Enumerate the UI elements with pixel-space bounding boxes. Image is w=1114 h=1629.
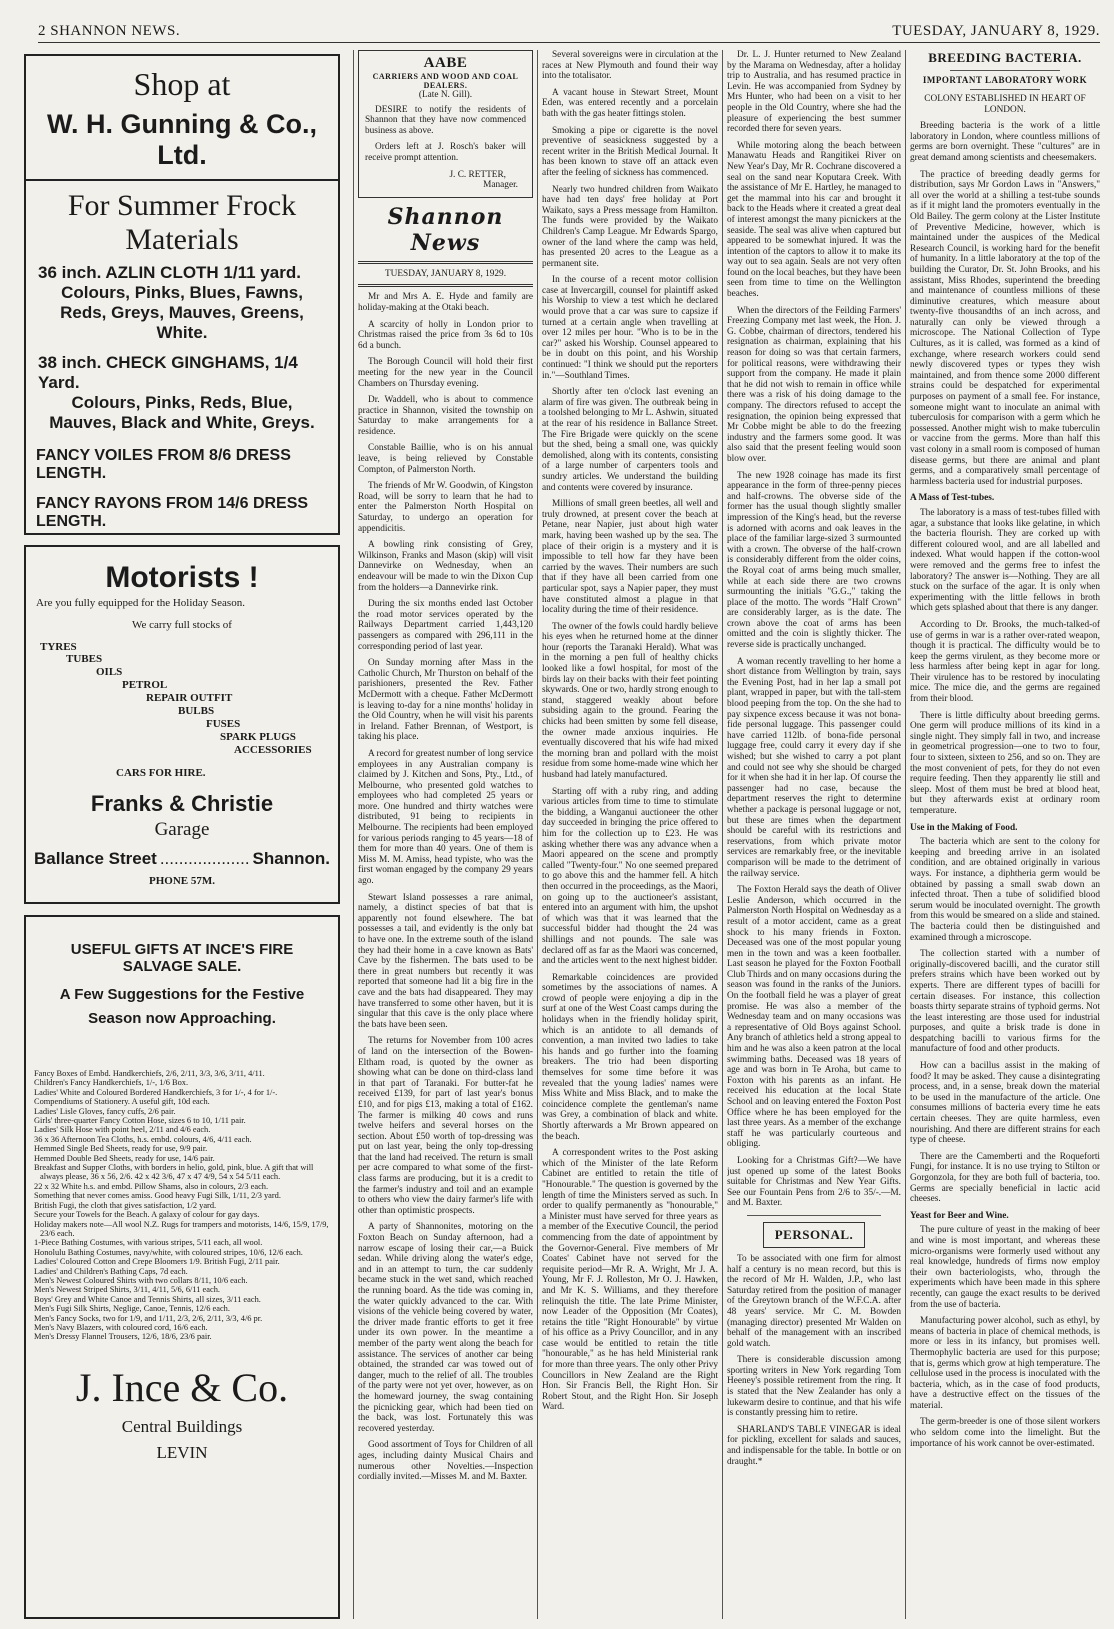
article-paragraph: The new 1928 coinage has made its first appearance in the form of three-penny pieces and half-crowns. The obverse side of the former has the usual though slightly smaller impression of the King's head, but the reverse is adorned with acorns and oak leaves in the place of the familiar large-sized 3 surmounted with a crown. The obverse of the half-crown is considerably different from the older coins, the Royal coat of arms being much smaller, while at each side there are two crowns surmounting the initials "G.G.," taking the place of the motto. The words "Half Crown" are considerably larger, as is the date. The crown above the coat of arms has been omitted and the coin is slightly thicker. The reverse side is practically unchanged. (727, 470, 901, 651)
article-paragraph: During the six months ended last October the road motor services operated by the Railways Department carried 1,443,120 passengers as compared with 296,111 in the corresponding period of last year. (358, 599, 533, 652)
product-item: SPARK PLUGS (220, 731, 296, 743)
ad-title: USEFUL GIFTS AT INCE'S FIRE SALVAGE SALE. (70, 941, 294, 975)
ad-line: Garage (154, 819, 210, 840)
article-paragraph: To be associated with one firm for almost half a century is no mean record, but this is the record of Mr H. Walden, J.P., who last Saturday retired from the position of manager of the Greytown branch of the W.F.C.A. after 48 years' service. Mr C. M. Bowden (managing director) presented Mr Walden on behalf of the management with an inscribed gold watch. (727, 1253, 901, 1349)
ad-line: FANCY RAYONS FROM 14/6 DRESS LENGTH. (36, 495, 309, 530)
ince-list-item: Ladies' White and Coloured Bordered Handkerchiefs, 3 for 1/-, 4 for 1/-. (34, 1087, 278, 1097)
ad-title: AABE (423, 55, 468, 71)
ad-subtitle: CARRIERS AND WOOD AND COAL DEALERS. (372, 72, 519, 90)
ad-subtitle: A Few Suggestions for the Festive Season now Approaching. (59, 986, 305, 1027)
article-paragraph: Several sovereigns were in circulation at the races at New Plymouth and found their way into the totalisator. (542, 50, 718, 82)
ad-line: FANCY VOILES FROM 8/6 DRESS LENGTH. (36, 447, 291, 482)
ad-line: Shop at (133, 66, 231, 102)
product-item: REPAIR OUTFIT (146, 692, 233, 704)
article-paragraph: How can a bacillus assist in the making of food? It may be asked. They cause a disintegrating process, and, in a sense, break down the material to be used in the manufacture of the article. One consumes millions of bacteria every time he eats certain cheeses. They are quite harmless, even nourishing. And there are different strains for each type of cheese. (910, 1061, 1100, 1146)
subheading: Use in the Making of Food. (910, 822, 1018, 833)
article-paragraph: The bacteria which are sent to the colony for keeping and breeding arrive in an isolated condition, and are obtained originally in various ways. For instance, a diphtheria germ would be obtained by passing a small swab down an infected throat. Then a tube of solidified blood serum would be inoculated overnight. The growth from this would be smeared on a slide and stained. The bacteria could then be distinguished and examined through a microscope. (910, 837, 1100, 943)
article-paragraph: Starting off with a ruby ring, and adding various articles from time to time to stimulate the bidding, a Wanganui auctioneer the other day succeeded in bringing the price offered to him for the collection up to £23. He was asking whether there was any advance when a Maori appeared on the scene and promptly called "Twenty-four." No one seemed prepared to go above this and the hammer fell. A hitch then occurred in the proceedings, as the Maori, on going up to the auctioneer's assistant, entered into an argument with him, the upshot of which was that it was learned that the successful bidder had thought the 24 was shillings and not pounds. The sale was declared off as far as the Maori was concerned, and the articles went to the next highest bidder. (542, 786, 718, 967)
article-paragraph: Good assortment of Toys for Children of all ages, including dainty Musical Chairs and numerous other Novelties.—Inspection cordially invited.—Misses M. and M. Baxter. (358, 1440, 533, 1483)
ad-firm-name: Franks & Christie (90, 791, 274, 816)
aabe-advertisement (358, 50, 533, 198)
column-2-articles (358, 292, 533, 1482)
article-paragraph: While motoring along the beach between Manawatu Heads and Rangitikei River on New Year's Day, Mr R. Cochrane discovered a seal on the sand near Koputara Creek. With the assistance of Mr E. Hartley, he managed to get the mammal into his car and brought it back to the Heads where it created a great deal of interest amongst the many picnickers at the seaside. The seal was alive when captured but appeared to be somewhat injured. It was the intention of the captors to allow it to make its way out to sea again. Seals are not very often found on the local beaches, but they have been seen from time to time on the Wellington beaches. (727, 140, 901, 300)
ad-firm-name: W. H. Gunning & Co., Ltd. (47, 109, 317, 170)
ince-list-item: Men's Newest Coloured Shirts with two collars 8/11, 10/6 each. (34, 1275, 248, 1285)
article-paragraph: There are the Camemberti and the Roqueforti Fungi, for instance. It is no use trying to Stilton or Gorgonzola, for they are both full of bacteria, too. Germs are specially beneficial in lactic acid cheeses. (910, 1151, 1100, 1205)
ince-list-item: Girls' three-quarter Fancy Cotton Hose, sizes 6 to 10, 1/11 pair. (34, 1116, 246, 1126)
ad-line: CARS FOR HIRE. (116, 767, 206, 779)
ince-list-item: Ladies' Silk Hose with point heel, 2/11 and 4/6 each. (34, 1125, 211, 1135)
ince-list-item: Men's Navy Blazers, with coloured cord, 16/6 each. (34, 1322, 208, 1332)
ad-signature-title: Manager. (483, 180, 518, 191)
page-header (38, 20, 1100, 43)
column-4-articles (727, 50, 901, 1209)
motorists-advertisement (24, 545, 340, 904)
ince-list-item: 22 x 32 White h.s. and embd. Pillow Shams, also in colours, 2/3 each. (34, 1181, 269, 1191)
ad-firm-name: J. Ince & Co. (75, 1364, 289, 1410)
column-3 (542, 50, 718, 1621)
article-paragraph: In the course of a recent motor collision case at Invercargill, counsel for plaintiff asked his Worship to view a test which he declared would prove that a car was sure to capsize if turned at a certain angle when travelling at over 12 miles per hour. "Who is to be in the car?" asked his Worship. Counsel appeared to be in doubt on this point, and his Worship continued: "I think we should put the reporters in."—Southland Times. (542, 275, 718, 381)
ince-list-item: 1-Piece Bathing Costumes, with various stripes, 5/11 each, all wool. (34, 1238, 263, 1248)
article-paragraph: A party of Shannonites, motoring on the Foxton Beach on Sunday afternoon, had a narrow escape of losing their car,—a Buick sedan. While driving along the water's edge, and in an attempt to turn, the car suddenly became stuck in the wet sand, which reached the running board. As the tide was coming in, the water quickly advanced to the car. With visions of the vehicle being covered by water, the driver made frantic efforts to get it free under its own power. In the meantime a member of the party went along the beach for assistance. The services of another car being obtained, the stranded car was towed out of danger, much to the relief of all. The troubles of the party were not yet over, however, as on the homeward journey, the swag containing the picnicking gear, which had been tied on the back, was lost. Fortunately this was recovered yesterday. (358, 1222, 533, 1434)
article-body (910, 837, 1100, 1205)
ad-line: Are you fully equipped for the Holiday Season. (36, 597, 245, 609)
article-paragraph: Shortly after ten o'clock last evening an alarm of fire was given. The outbreak being in a toolshed belonging to Mr L. Ashwin, situated at the rear of his residence in Ballance Street. The Fire Brigade were quickly on the scene but the shed, being a small one, was quickly demolished, along with its contents, consisting of a large number of carpenters tools and sundry articles. We understand the building and contents were covered by insurance. (542, 387, 718, 493)
article-paragraph: When the directors of the Feilding Farmers' Freezing Company met last week, the Hon. J. G. Cobbe, chairman of directors, tendered his resignation as chairman, explaining that his reason for doing so was that certain farmers, for political reasons, were withdrawing their support from the company. He made it plain that he did not wish to remain in office while there was a risk of his doing damage to the company. The directors refused to accept the resignation, the opinion being expressed that Mr Cobbe might be able to do the freezing industry and the farmers some good. It was also said that the present feeling would soon blow over. (727, 305, 901, 464)
ad-address (26, 849, 338, 869)
ad-line: For Summer Frock (67, 189, 297, 222)
ince-list-item: Ladies' Coloured Cotton and Crepe Bloomers 1/9. British Fugi, 2/11 pair. (34, 1257, 280, 1267)
article-paragraph: A vacant house in Stewart Street, Mount Eden, was entered recently and a porcelain bath with the gas heater fittings stolen. (542, 87, 718, 119)
column-3-articles (542, 50, 718, 1413)
article-paragraph: The laboratory is a mass of test-tubes filled with agar, a substance that looks like gelatine, in which the bacteria flourish. They are corked up with different coloured wool, and are all labelled and indexed. What would happen if the cotton-wool were removed and the germs free to infest the laboratory? The answer is—Nothing. They are all stuck on the surface of the agar. It is only when experimenting with the little fellows in broth which gets splashed about that there is any danger. (910, 507, 1100, 614)
article-paragraph: A correspondent writes to the Post asking which of the Minister of the late Reform Cabinet are entitled to retain the title of "Honourable." The question is governed by the length of time the Ministers served as such. In order to qualify permanently as "honourable," a Minister must have served for three years as a member of the Executive Council, the period commencing from the date of appointment by the Governor-General. Five members of Mr Coates' Cabinet have not served for the requisite period—Mr R. A. Wright, Mr J. A. Young, Mr F. J. Rolleston, Mr O. J. Hawken, and Mr K. S. Williams, and they therefore relinquish the title. The late Prime Minister, now Leader of the Opposition (Mr Coates), retains the title "Right Honourable" by virtue of his office as a Privy Councillor, and in any case would be entitled to retain the title "honourable," as he has held Ministerial rank for more than three years. The only other Privy Councillors in New Zealand are the Right Hon. Sir Francis Bell, the Right Hon. Sir Robert Stout, and the Right Hon. Sir Joseph Ward. (542, 1148, 718, 1413)
ad-line: 38 inch. CHECK GINGHAMS, 1/4 Yard. (38, 353, 298, 392)
page-number-title: 2 SHANNON NEWS. (38, 23, 181, 39)
article-body (910, 1225, 1100, 1449)
ad-street: Ballance Street (34, 849, 157, 868)
article-paragraph: The pure culture of yeast in the making of beer and wine is most important, and whereas these micro-organisms were formerly used without any real knowledge, hundreds of firms now employ their own bacteriologists, who, through the experiments which have been made in this sphere recently, can gauge the exact results to be derived from the use of bacteria. (910, 1225, 1100, 1310)
ince-list-item: Men's Fancy Socks, two for 1/9, and 1/11, 2/3, 2/6, 2/11, 3/3, 4/6 pr. (34, 1313, 263, 1323)
column-rule (905, 50, 906, 1619)
article-paragraph: Stewart Island possesses a rare animal, namely, a distinct species of bat that is apparently not found elsewhere. The bat possesses a tail, and evidently is the only bat to have one. In the extreme south of the island they had their home in a cave known as Bats' Cave by the fishermen. The bats used to be there in great numbers but recently it was reported that someone had lit a big fire in the cave and the bats had disappeared. They may have transferred to some other haven, but it is singular that this cave is the only place where the bats have been seen. (358, 892, 533, 1030)
column-5 (910, 50, 1100, 1621)
ad-line: We carry full stocks of (132, 619, 232, 631)
product-item: FUSES (206, 718, 241, 730)
personal-articles (727, 1254, 901, 1467)
article-paragraph: Smoking a pipe or cigarette is the novel preventive of seasickness suggested by a recent writer in the British Medical Journal. It has been known to stave off an attack even after the feeling of sickness has commenced. (542, 125, 718, 178)
article-paragraph: Breeding bacteria is the work of a little laboratory in London, where countless millions of germs are born overnight. These "cultures" are in great demand among scientists and cheesemakers. (910, 121, 1100, 163)
article-paragraph: A woman recently travelling to her home a short distance from Wellington by train, says the Evening Post, had in her lap a small pot plant, wrapped in paper, but with the tall-stem blood peeping from the top. On the she had to pay sixpence excess because it was not bona-fide personal luggage. This passenger could have carried 112lb. of bona-fide personal luggage free, could carry it every day if she wished; but she wished to carry a pot plant and could not see why she should be charged for it when she had it in her lap. Of course the passenger had no case, because the department reserves the right to determine whether a package is personal luggage or not, but these are times when the department should be careful with its restrictions and reservations, from which private motor services are remarkably free, or the inevitable comparison will be made to the detriment of the railway service. (727, 656, 901, 879)
ince-list-item: Something that never comes amiss. Good heavy Fugi Silk, 1/11, 2/3 yard. (34, 1191, 281, 1201)
article-paragraph: The practice of breeding deadly germs for distribution, says Mr Gordon Laws in "Answers," all over the world at a shilling a test-tube sounds as if it might land the promoters eventually in the Old Bailey. The germ colony at the Lister Institute of Preventive Medicine, however, which is maintained under the auspices of the Medical Research Council, is working hard for the benefit of humanity. In a little laboratory at the top of the building the Curator, Dr. St. John Brooks, and his assistant, Miss Rhodes, superintend the breeding and maintenance of countless millions of these diminutive creatures, which measure about twenty-five thousandths of an inch across, and naturally can only be viewed through a microscope. The National Collection of Type Cultures, as it is called, was formed as a kind of exchange, where research workers could send newly discovered types or types they wish maintained, and from thence some 2000 different strains could be despatched for experimental purposes on payment of a small fee. For instance, someone might want to inoculate an animal with tuberculosis for comparison with a germ which he possessed. Another might wish to make tuberculin or vaccine from the germs. More than half this vast colony in a small room is composed of human disease germs, but there are animal and plant germs, and a comparatively small percentage of harmless bacteria used for industrial purposes. (910, 169, 1100, 487)
product-list (26, 635, 338, 761)
article-paragraph: According to Dr. Brooks, the much-talked-of use of germs in war is a rather over-rated weapon, though it is practical. The difficulty would be to keep the germs virulent, as they become more or less harmless after being kept in agar for long. Their virulence has to be restored by inoculating mice. The mice die, and the germs are regained from their blood. (910, 619, 1100, 705)
ad-text: DESIRE to notify the residents of Shannon that they have now commenced business as above. (365, 104, 526, 136)
subheading: Yeast for Beer and Wine. (910, 1210, 1009, 1221)
article-paragraph: The Borough Council will hold their first meeting for the new year in the Council Chambers on Thursday evening. (358, 357, 533, 389)
article-subtitle: IMPORTANT LABORATORY WORK (922, 75, 1088, 85)
article-paragraph: SHARLAND'S TABLE VINEGAR is ideal for pickling, excellent for salads and sauces, and indispensable for the table. In bottle or on draught.* (727, 1424, 901, 1467)
column-rule (722, 50, 723, 1619)
ince-list-item: Hemmed Single Bed Sheets, ready for use, 9/9 pair. (34, 1144, 208, 1154)
ince-list-item: British Fugi, the cloth that gives satisfaction, 1/2 yard. (34, 1200, 217, 1210)
product-item: OILS (96, 666, 123, 678)
ad-line: 36 inch. AZLIN CLOTH 1/11 yard. (38, 263, 301, 282)
ad-text: Orders left at J. Rosch's baker will receive prompt attention. (365, 142, 526, 163)
ince-list-item: 36 x 36 Afternoon Tea Cloths, h.s. embd. colours, 4/6, 4/11 each. (34, 1134, 252, 1144)
ince-list-item: Breakfast and Supper Cloths, with borders in helio, gold, pink, blue. A gift that will always please, 36 x 56, 2/6. 42 x 42 3/6, 47 x 47 4/9, 54 x 54 5/11 each. (34, 1163, 314, 1182)
article-paragraph: A scarcity of holly in London prior to Christmas raised the price from 3s 6d to 10s 6d a bunch. (358, 319, 533, 351)
ince-list-item: Men's Fugi Silk Shirts, Neglige, Canoe, Tennis, 12/6 each. (34, 1304, 230, 1314)
ince-list-item: Fancy Boxes of Embd. Handkerchiefs, 2/6, 2/11, 3/3, 3/6, 3/11, 4/11. (34, 1069, 265, 1078)
masthead: Shannon News (387, 203, 504, 256)
ad-town: Shannon. (252, 849, 330, 868)
ad-line: Materials (125, 223, 239, 256)
article-paragraph: Dr. L. J. Hunter returned to New Zealand by the Marama on Wednesday, after a holiday trip to Australia, and has resumed practice in Levin. He was accompanied from Sydney by Mrs Hunter, who had been on a visit to her people in the Old Country, where she had the pleasure of experiencing the best summer recorded there for seven years. (727, 50, 901, 135)
ince-list-item: Holiday makers note—All wool N.Z. Rugs for trampers and motorists, 14/6, 15/9, 17/9, 23/6 each. (34, 1219, 329, 1238)
ince-list-item: Secure your Towels for the Beach. A galaxy of colour for gay days. (34, 1210, 260, 1220)
product-item: PETROL (122, 679, 168, 691)
article-paragraph: The friends of Mr W. Goodwin, of Kingston Road, will be sorry to learn that he had to enter the Palmerston North Hospital on Saturday, to undergo an operation for appendicitis. (358, 481, 533, 534)
section-heading: PERSONAL. (763, 1222, 865, 1248)
article-paragraph: The collection started with a number of originally-discovered bacilli, and the curator still prefers strains which have been worked out by experts. There are different types of bacilli for certain diseases. For instance, this collection boasts thirty separate strains of typhoid germs. Not the least interesting are those used for industrial purposes, and quite a brisk trade is done in despatching bacilli to various firms for the manufacture of food and other products. (910, 949, 1100, 1055)
ad-dots: ................... (159, 849, 250, 868)
article-paragraph: On Sunday morning after Mass in the Catholic Church, Mr Thurston on behalf of the parishioners, presented the Rev. Father McDermott with a cheque. Father McDermott is leaving to-day for a nine months' holiday in the Old Country, when he will visit his parents in Ireland. Father Brennan, of Westport, is taking his place. (358, 658, 533, 743)
article-paragraph: Looking for a Christmas Gift?—We have just opened up some of the latest Books suitable for Christmas and New Year Gifts. See our Fountain Pens from 2/6 to 35/-.—M. and M. Baxter. (727, 1155, 901, 1209)
ince-list-item: Children's Fancy Handkerchiefs, 1/-, 1/6 Box. (34, 1078, 189, 1088)
column-rule (353, 50, 354, 1619)
column-rule (537, 50, 538, 1619)
ince-list-item: Men's Dressy Flannel Trousers, 12/6, 18/6, 23/6 pair. (34, 1332, 212, 1342)
column-4 (727, 50, 901, 1621)
article-paragraph: Mr and Mrs A. E. Hyde and family are holiday-making at the Otaki beach. (358, 292, 533, 313)
ince-list-item: Honolulu Bathing Costumes, navy/white, with coloured stripes, 10/6, 12/6 each. (34, 1247, 303, 1257)
ince-list-item: Compendiums of Stationery. A useful gift, 10d each. (34, 1097, 210, 1107)
ad-line: Central Buildings (121, 1416, 243, 1436)
article-paragraph: A bowling rink consisting of Grey, Wilkinson, Franks and Mason (skip) will visit Dannevirke on Wednesday, when an endeavour will be made to win the Dixon Cup from the holders—a Dannevirke rink. (358, 540, 533, 593)
article-paragraph: The owner of the fowls could hardly believe his eyes when he returned home at the dinner hour (reports the Taranaki Herald). What was in the morning a pen full of healthy chicks looked like a fowl hospital, for most of the birds lay on their backs with their feet pointing skywards. One or two, hardly strong enough to stand, staggered weakly about before subsiding again to the ground. Fearing the chicks had been smitten by some fell disease, the owner made anxious inquiries. He eventually discovered that his wife had mixed the morning bran and pollard with the moist residue from some home-made wine which her husband had lately manufactured. (542, 621, 718, 780)
column-2 (358, 50, 533, 1621)
article-paragraph: Remarkable coincidences are provided sometimes by the associations of names. A crowd of people were enjoying a dip in the surf at one of the West Coast camps during the holidays when in the friendly holiday spirit, which is an antidote to all demands of convention, a man invited two ladies to take his hands and go further into the foaming breakers. The trio had been disporting themselves for some time before it was revealed that the young ladies' names were Miss White and Miss Black, and to make the coincidence complete the gentleman's name was Grey, a combination of black and white. Shortly afterwards a Mr Brown appeared on the beach. (542, 972, 718, 1142)
article-paragraph: Millions of small green beetles, all well and truly drowned, at present cover the beach at Petane, near Napier, just about high water mark, having been washed up by the sea. The place of their origin is a mystery and it is impossible to tell how far they have been carried by the waves. Their numbers are such that if they have all been carried from one particular spot, says a Napier paper, they must have constituted almost a plague in that locality during the time of their residence. (542, 499, 718, 616)
subheading: A Mass of Test-tubes. (910, 493, 995, 504)
product-item: TYRES (40, 641, 77, 653)
article-paragraph: A record for greatest number of long service employees in any Australian company is claimed by J. Kitchen and Sons, Pty., Ltd., of Melbourne, who presented gold watches to employees who had completed 25 years or more. One hundred and thirty watches were distributed, 91 being to recipients in Melbourne. The recipients had been employed for various periods ranging to 45 years—18 of them for more than 40 years. One of them is Miss M. M. Amiss, head typiste, who was the first woman engaged by the company 29 years ago. (358, 748, 533, 887)
ad-phone: PHONE 57M. (149, 875, 215, 887)
ad-line: Colours, Pinks, Reds, Blue, Mauves, Black and White, Greys. (49, 393, 315, 432)
ad-signature: J. C. RETTER, (449, 169, 506, 180)
ince-list-item: Ladies' and Children's Bathing Caps, 7d each. (34, 1266, 188, 1276)
article-subtitle: COLONY ESTABLISHED IN HEART OF LONDON. (924, 94, 1086, 115)
ince-list-item: Hemmed Double Bed Sheets, ready for use, 14/6 pair. (34, 1153, 215, 1163)
ad-line: (Late N. Gill). (418, 90, 473, 100)
ad-line: LEVIN (156, 1442, 208, 1462)
article-title: BREEDING BACTERIA. (928, 50, 1082, 65)
article-paragraph: There is little difficulty about breeding germs. One germ will produce millions of its kind in a single night. They simply fall in two, and increase in geometrical progression—one to two to four, four to sixteen, sixteen to 256, and so on. They are the most convenient of pets, for they do not even require feeding. Then they apparently lie still and sleep. Most of them must be bred at blood heat, but they afterwards exist at ordinary room temperature. (910, 710, 1100, 816)
product-item: BULBS (178, 705, 215, 717)
article-paragraph: The germ-breeder is one of those silent workers who seldom come into the limelight. But the importance of his work cannot be over-estimated. (910, 1417, 1100, 1449)
issue-date: TUESDAY, JANUARY 8, 1929. (892, 23, 1100, 39)
article-body (910, 508, 1100, 817)
article-body (910, 121, 1100, 487)
article-paragraph: Manufacturing power alcohol, such as ethyl, by means of bacteria in place of chemical methods, is more or less in its infancy, but promises well. Thermophylic bacteria are used for this purpose; that is, germs which grow at high temperature. The cellulose used in the process is inoculated with the bacteria, which, as in the case of food products, have a destructive effect on the tissues of the material. (910, 1316, 1100, 1411)
article-paragraph: There is considerable discussion among sporting writers in New York regarding Tom Heeney's possible retirement from the ring. It is stated that the New Zealander has only a lukewarm desire to continue, and that his wife is constantly pressing him to retire. (727, 1355, 901, 1419)
article-paragraph: Dr. Waddell, who is about to commence practice in Shannon, visited the township on Saturday to make arrangements for a residence. (358, 395, 533, 437)
product-item: TUBES (66, 653, 103, 665)
ince-list-item: Ladies' Lisle Gloves, fancy cuffs, 2/6 pair. (34, 1106, 176, 1116)
ince-advertisement (24, 915, 340, 1619)
article-paragraph: The Foxton Herald says the death of Oliver Leslie Anderson, which occurred in the Palmerston North Hospital on Wednesday as a result of a motor accident, came as a great shock to his many friends in Foxton. Deceased was one of the most popular young men in the town and was a keen footballer. Last season he played for the Foxton Football Club Thirds and on many occasions during the season was found in the ranks of the Juniors. On the football field he was a player of great promise. He was also a member of the Wednesday team and on many occasions was a representative of Old Boys against School. Any branch of athletics held a strong appeal to him and he was also a keen patron at the local swimming baths. Deceased was 18 years of age and was born in Te Aroha, but came to Foxton with his parents as an infant. He received his education at the local State School and on leaving entered the Foxton Post Office where he has been employed for the last three years. As a member of the exchange staff he was particularly courteous and obliging. (727, 885, 901, 1150)
ince-list-item: Men's Newest Striped Shirts, 3/11, 4/11, 5/6, 6/11 each. (34, 1285, 220, 1295)
ince-item-list (26, 1069, 338, 1342)
article-paragraph: Nearly two hundred children from Waikato have had ten days' free holiday at Port Waikato, says a Press message from Hamilton. The funds were provided by the Waikato Children's Camp League. Mr Edwards Spargo, owner of the land where the camp was held, has presented 20 acres to the League as a permanent site. (542, 184, 718, 269)
masthead-date: TUESDAY, JANUARY 8, 1929. (384, 268, 507, 279)
article-paragraph: The returns for November from 100 acres of land on the intersection of the Bowen-Eltham road, is quoted by the owner as showing what can be done on third-class land in that part of Taranaki. For butter-fat he received £139, for part of last year's bonus £10, and for pigs £13, making a total of £162. The farmer is milking 40 cows and runs twelve heifers and several horses on the section. About £50 worth of top-dressing was put on last year, being the only top-dressing that the land had received. The return is small per acre compared to what some of the first-class farms are producing, but it is a credit to the farmer's industry and toil and an example to others who view the dairy farmer's life with other than optimistic prospects. (358, 1036, 533, 1216)
gunning-advertisement (24, 54, 340, 535)
ince-list-item: Boys' Grey and White Canoe and Tennis Shirts, all sizes, 3/11 each. (34, 1294, 261, 1304)
ad-title: Motorists ! (105, 561, 259, 594)
product-item: ACCESSORIES (234, 744, 312, 756)
article-paragraph: Constable Baillie, who is on his annual leave, is being relieved by Constable Compton, of Palmerston North. (358, 443, 533, 475)
ad-line: Colours, Pinks, Blues, Fawns, Reds, Greys, Mauves, Greens, White. (60, 283, 304, 342)
